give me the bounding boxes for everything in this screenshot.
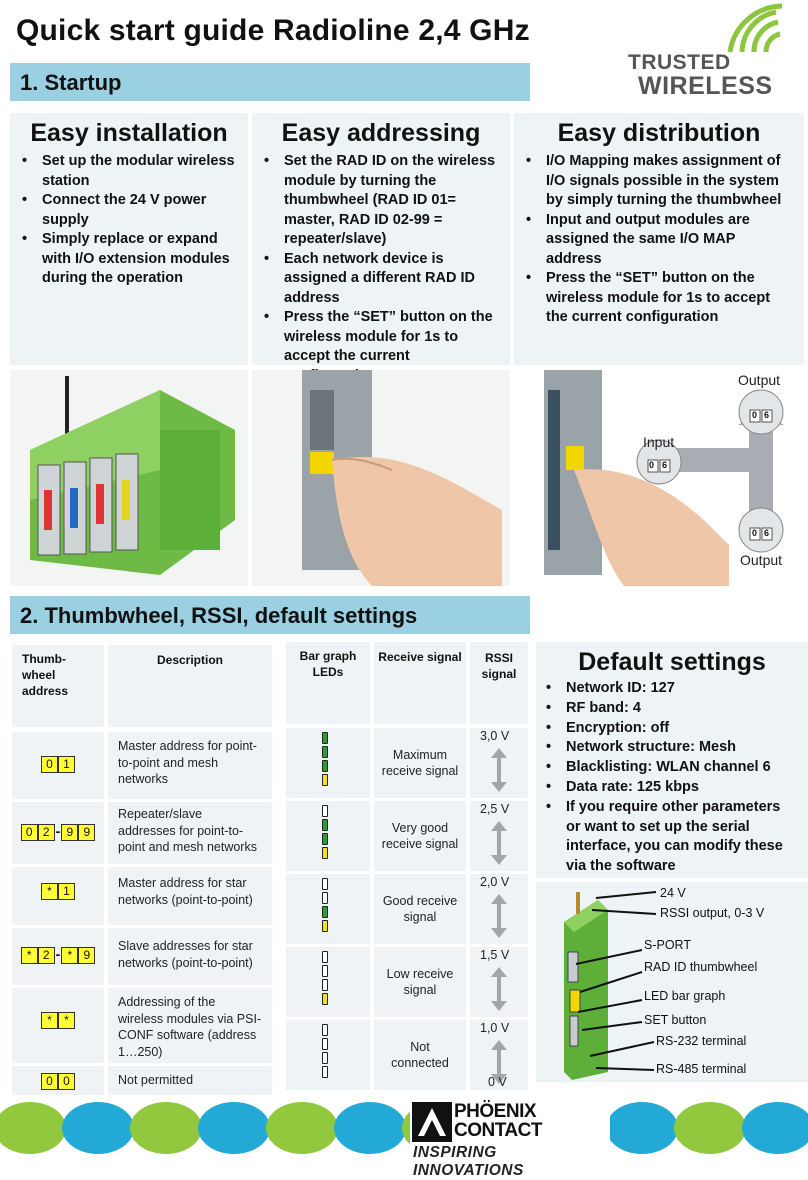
col-receive-signal: Receive signal xyxy=(374,642,466,724)
section-thumbwheel: 2. Thumbwheel, RSSI, default settings xyxy=(10,596,530,634)
dial-in-6: 6 xyxy=(662,460,668,470)
photo-thumbwheel-hand xyxy=(252,370,510,586)
double-arrow-icon xyxy=(489,894,509,938)
row-desc: Master address for point-to-point and mesh networks xyxy=(108,732,272,799)
bar-led xyxy=(322,847,328,859)
bar-led xyxy=(322,979,328,991)
footer-dot xyxy=(334,1102,406,1154)
rssi-voltage: 3,0 V xyxy=(480,729,510,743)
receive-signal: Low receive signal xyxy=(374,947,466,1017)
digit: 0 xyxy=(41,756,58,773)
dial-out-top-6: 6 xyxy=(764,410,770,420)
default-settings-panel xyxy=(536,642,808,878)
row-desc: Slave addresses for star networks (point-to-point) xyxy=(108,928,272,985)
footer-dot xyxy=(674,1102,746,1154)
setting-item: • Encryption: off xyxy=(546,719,798,739)
logo-line2: WIRELESS xyxy=(638,72,773,100)
double-arrow-icon xyxy=(489,967,509,1011)
row-desc: Not permitted xyxy=(108,1066,272,1095)
rssi-bottom-voltage: 0 V xyxy=(488,1075,507,1089)
label-rssi-output: RSSI output, 0-3 V xyxy=(660,906,765,920)
led-cell xyxy=(286,1020,370,1090)
footer-dots-svg xyxy=(0,1098,808,1166)
feature-easy-installation xyxy=(10,113,248,365)
bar-led xyxy=(322,1052,328,1064)
rssi-cell xyxy=(470,801,528,871)
footer-dots xyxy=(0,1098,808,1166)
default-settings-heading: Default settings xyxy=(578,648,766,676)
label-rad-id-thumbwheel: RAD ID thumbwheel xyxy=(644,960,758,974)
thumbwheel-digits xyxy=(12,1072,104,1090)
dial-in-0: 0 xyxy=(649,460,655,470)
feature-heading: Easy addressing xyxy=(281,119,481,147)
logo-line1: TRUSTED xyxy=(628,51,731,74)
feature-bullet: • Input and output modules are assigned the same I/O MAP address xyxy=(524,211,794,270)
setting-item: • Blacklisting: WLAN channel 6 xyxy=(546,758,798,778)
wireless-arcs-icon xyxy=(694,8,784,56)
brand-name xyxy=(454,1102,542,1140)
feature-heading: Easy distribution xyxy=(557,119,761,147)
bar-led xyxy=(322,1066,328,1078)
led-cell xyxy=(286,874,370,944)
digit: 1 xyxy=(58,883,75,900)
setting-item: • RF band: 4 xyxy=(546,699,798,719)
rssi-table xyxy=(286,642,528,1092)
thumbwheel-digits xyxy=(12,823,104,841)
bar-led xyxy=(322,805,328,817)
brand-tagline: INSPIRING INNOVATIONS xyxy=(413,1144,524,1179)
page-title: Quick start guide Radioline 2,4 GHz xyxy=(16,14,530,47)
rssi-voltage: 2,5 V xyxy=(480,802,510,816)
footer-dot xyxy=(130,1102,202,1154)
thumbwheel-hand-illustration xyxy=(252,370,510,586)
bar-led xyxy=(322,833,328,845)
feature-bullet: • I/O Mapping makes assignment of I/O signals possible in the system by simply turning the thumbwheel xyxy=(524,152,794,211)
digit: * xyxy=(21,947,38,964)
bar-led xyxy=(322,878,328,890)
rssi-cell xyxy=(470,728,528,798)
footer-dot xyxy=(606,1102,678,1154)
dash: - xyxy=(55,823,61,839)
led-cell xyxy=(286,728,370,798)
dial-out-top-0: 0 xyxy=(752,410,758,420)
feature-bullet: • Simply replace or expand with I/O extension modules during the operation xyxy=(20,230,238,289)
device-diagram xyxy=(536,882,808,1082)
label-set-button: SET button xyxy=(644,1013,707,1027)
rssi-voltage: 2,0 V xyxy=(480,875,510,889)
thumbwheel-table xyxy=(12,645,272,1095)
feature-bullet: • Set the RAD ID on the wireless module by turning the thumbwheel (RAD ID 01= master, RAD ID 02-99 = repeater/slave) xyxy=(262,152,500,250)
feature-bullet: • Set up the modular wireless station xyxy=(20,152,238,191)
thumbwheel-digits xyxy=(12,755,104,773)
bar-led xyxy=(322,746,328,758)
label-24v: 24 V xyxy=(660,886,686,900)
row-desc: Master address for star networks (point-to-point) xyxy=(108,867,272,925)
output-bottom-label: Output xyxy=(740,552,783,568)
led-cell xyxy=(286,801,370,871)
rssi-cell xyxy=(470,874,528,944)
bar-led xyxy=(322,892,328,904)
led-cell xyxy=(286,947,370,1017)
receive-signal: Very good receive signal xyxy=(374,801,466,871)
col-bar-graph-leds: Bar graph LEDs xyxy=(286,642,370,724)
footer-dot xyxy=(198,1102,270,1154)
digit: 0 xyxy=(21,824,38,841)
receive-signal: Good receive signal xyxy=(374,874,466,944)
label-led-bar-graph: LED bar graph xyxy=(644,989,726,1003)
brand-line2: CONTACT xyxy=(454,1120,542,1141)
digit: 0 xyxy=(41,1073,58,1090)
bar-led xyxy=(322,906,328,918)
label-rs485: RS-485 terminal xyxy=(656,1062,747,1076)
bar-led xyxy=(322,1038,328,1050)
row-desc: Addressing of the wireless modules via PSI-CONF software (address 1…250) xyxy=(108,988,272,1063)
double-arrow-icon xyxy=(489,748,509,792)
footer-dot xyxy=(62,1102,134,1154)
footer-dot xyxy=(0,1102,66,1154)
feature-bullet: • Connect the 24 V power supply xyxy=(20,191,238,230)
setting-item: • Network structure: Mesh xyxy=(546,738,798,758)
digit: 9 xyxy=(61,824,78,841)
digit: 0 xyxy=(58,1073,75,1090)
label-s-port: S-PORT xyxy=(644,938,691,952)
setting-item: • If you require other parameters or want to set up the serial interface, you can modify these via the software xyxy=(546,798,798,877)
thumbwheel-digits xyxy=(12,1011,104,1029)
setting-item: • Network ID: 127 xyxy=(546,679,798,699)
feature-heading: Easy installation xyxy=(30,119,228,147)
rssi-cell xyxy=(470,947,528,1017)
trusted-wireless-logo xyxy=(626,8,786,100)
feature-easy-distribution xyxy=(514,113,804,365)
digit: 2 xyxy=(38,947,55,964)
bar-led xyxy=(322,1024,328,1036)
digit: * xyxy=(41,883,58,900)
digit: 9 xyxy=(78,824,95,841)
feature-bullet: • Press the “SET” button on the wireless module for 1s to accept the current xyxy=(262,308,500,386)
feature-bullet: • Press the “SET” button on the wireless module for 1s to accept the current configuration xyxy=(524,269,794,328)
digit: 1 xyxy=(58,756,75,773)
double-arrow-icon xyxy=(489,821,509,865)
receive-signal: Not connected xyxy=(374,1020,466,1090)
bar-led xyxy=(322,951,328,963)
photo-io-mapping xyxy=(514,370,808,586)
phoenix-contact-logo xyxy=(410,1098,610,1179)
phoenix-logo-icon xyxy=(412,1102,452,1142)
input-label: Input xyxy=(643,434,675,450)
row-desc: Repeater/slave addresses for point-to-point and mesh networks xyxy=(108,802,272,864)
photo-modular-station xyxy=(10,370,248,586)
label-rs232: RS-232 terminal xyxy=(656,1034,747,1048)
output-top-label: Output xyxy=(738,372,781,388)
digit: * xyxy=(61,947,78,964)
col-description: Description xyxy=(108,645,272,727)
feature-bullet: • Each network device is assigned a different RAD ID address xyxy=(262,250,500,309)
digit: 2 xyxy=(38,824,55,841)
bar-led xyxy=(322,965,328,977)
bar-led xyxy=(322,993,328,1005)
footer-dot xyxy=(266,1102,338,1154)
digit: * xyxy=(58,1012,75,1029)
digit: 9 xyxy=(78,947,95,964)
dial-out-bottom-6: 6 xyxy=(764,528,770,538)
rssi-voltage: 1,0 V xyxy=(480,1021,510,1035)
digit: * xyxy=(41,1012,58,1029)
feature-easy-addressing xyxy=(252,113,510,365)
receive-signal: Maximum receive signal xyxy=(374,728,466,798)
col-thumbwheel-address: Thumb-wheel address xyxy=(12,645,104,727)
footer-dot xyxy=(742,1102,808,1154)
bar-led xyxy=(322,760,328,772)
bar-led xyxy=(322,774,328,786)
thumbwheel-digits xyxy=(12,882,104,900)
brand-line1: PHÖENIX xyxy=(454,1101,537,1122)
section-startup: 1. Startup xyxy=(10,63,530,101)
bar-led xyxy=(322,732,328,744)
bar-led xyxy=(322,920,328,932)
col-rssi-signal: RSSI signal xyxy=(470,642,528,724)
modular-station-illustration xyxy=(10,370,248,586)
rssi-voltage: 1,5 V xyxy=(480,948,510,962)
dash: - xyxy=(55,946,61,962)
dial-out-bottom-0: 0 xyxy=(752,528,758,538)
bar-led xyxy=(322,819,328,831)
thumbwheel-digits xyxy=(12,946,104,964)
setting-item: • Data rate: 125 kbps xyxy=(546,778,798,798)
